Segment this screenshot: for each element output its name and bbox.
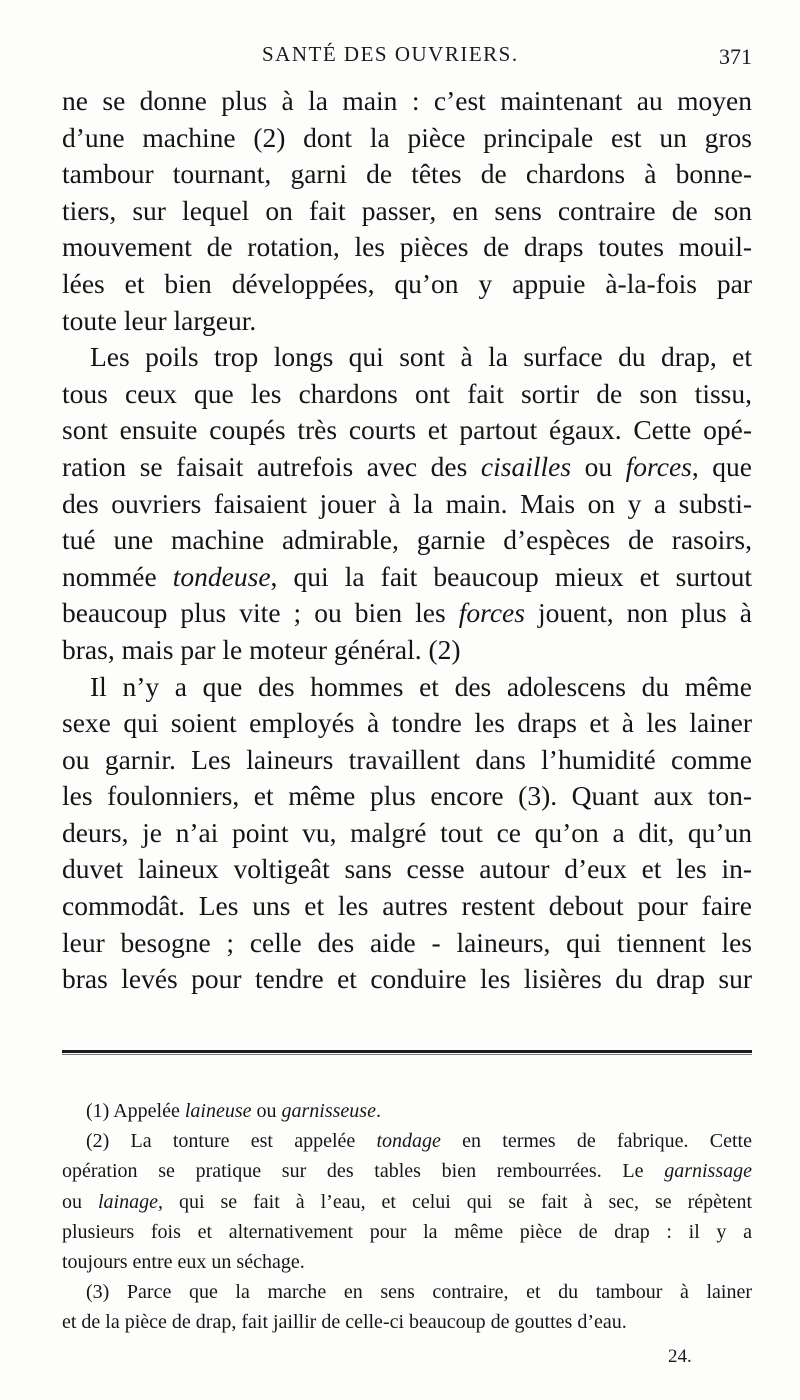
footnote-line: (1) Appelée laineuse ou garnisseuse. — [86, 1100, 381, 1122]
footnote-rule-thin — [62, 1054, 752, 1055]
footnote-line: (2) La tonture est appelée tondage en termes de fabrique. Cette — [86, 1130, 752, 1153]
footnote-line: opération se pratique sur des tables bien rembourrées. Le garnissage — [62, 1160, 752, 1183]
text-line: leur besogne ; celle des aide - laineurs, qui tiennent les — [62, 926, 752, 958]
signature-mark: 24. — [668, 1346, 692, 1367]
body-text — [62, 83, 752, 998]
text-line: duvet laineux voltigeât sans cesse autour d’eux et les in- — [62, 853, 752, 885]
text-line: des ouvriers faisaient jouer à la main. Mais on y a substi- — [62, 487, 752, 519]
text-line: lées et bien développées, qu’on y appuie à-la-fois par — [62, 267, 752, 299]
text-line: bras levés pour tendre et conduire les lisières du drap sur — [62, 963, 752, 995]
text-line: bras, mais par le moteur général. (2) — [62, 633, 461, 665]
text-line: beaucoup plus vite ; ou bien les forces jouent, non plus à — [62, 597, 752, 629]
footnote-line: et de la pièce de drap, fait jaillir de celle-ci beaucoup de gouttes d’eau. — [62, 1311, 627, 1334]
text-line: toute leur largeur. — [62, 304, 257, 336]
text-line: Il n’y a que des hommes et des adolescens du même — [90, 670, 752, 702]
footnote-rule — [62, 1050, 752, 1053]
text-line: tiers, sur lequel on fait passer, en sens contraire de son — [62, 194, 752, 226]
text-line: commodât. Les uns et les autres restent debout pour faire — [62, 890, 752, 922]
footnotes — [62, 1096, 752, 1338]
footnote-line: toujours entre eux un séchage. — [62, 1250, 305, 1273]
footnote-line: plusieurs fois et alternativement pour la même pièce de drap : il y a — [62, 1220, 752, 1243]
text-line: sont ensuite coupés très courts et partout égaux. Cette opé- — [62, 414, 752, 446]
running-head — [62, 42, 752, 76]
footnote-line: ou lainage, qui se fait à l’eau, et celui qui se fait à sec, se répètent — [62, 1190, 752, 1213]
text-line: Les poils trop longs qui sont à la surface du drap, et — [90, 341, 752, 373]
text-line: ne se donne plus à la main : c’est maintenant au moyen — [62, 85, 752, 116]
text-line: ou garnir. Les laineurs travaillent dans l’humidité comme — [62, 743, 752, 775]
footnote-line: (3) Parce que la marche en sens contraire, et du tambour à lainer — [86, 1281, 752, 1304]
text-line: deurs, je n’ai point vu, malgré tout ce qu’on a dit, qu’un — [62, 816, 752, 848]
text-line: tambour tournant, garni de têtes de chardons à bonne- — [62, 158, 752, 190]
text-line: ration se faisait autrefois avec des cisailles ou forces, que — [62, 450, 753, 482]
page-number: 371 — [719, 44, 752, 69]
text-line: sexe qui soient employés à tondre les draps et à les lainer — [62, 707, 752, 739]
text-line: mouvement de rotation, les pièces de draps toutes mouil- — [62, 231, 752, 263]
text-line: tous ceux que les chardons ont fait sortir de son tissu, — [62, 377, 752, 409]
text-line: nommée tondeuse, qui la fait beaucoup mieux et surtout — [62, 560, 752, 592]
text-line: les foulonniers, et même plus encore (3). Quant aux ton- — [62, 780, 752, 812]
running-title: SANTÉ DES OUVRIERS. — [262, 42, 519, 66]
text-line: tué une machine admirable, garnie d’espèces de rasoirs, — [62, 524, 752, 556]
text-line: d’une machine (2) dont la pièce principale est un gros — [62, 121, 752, 153]
